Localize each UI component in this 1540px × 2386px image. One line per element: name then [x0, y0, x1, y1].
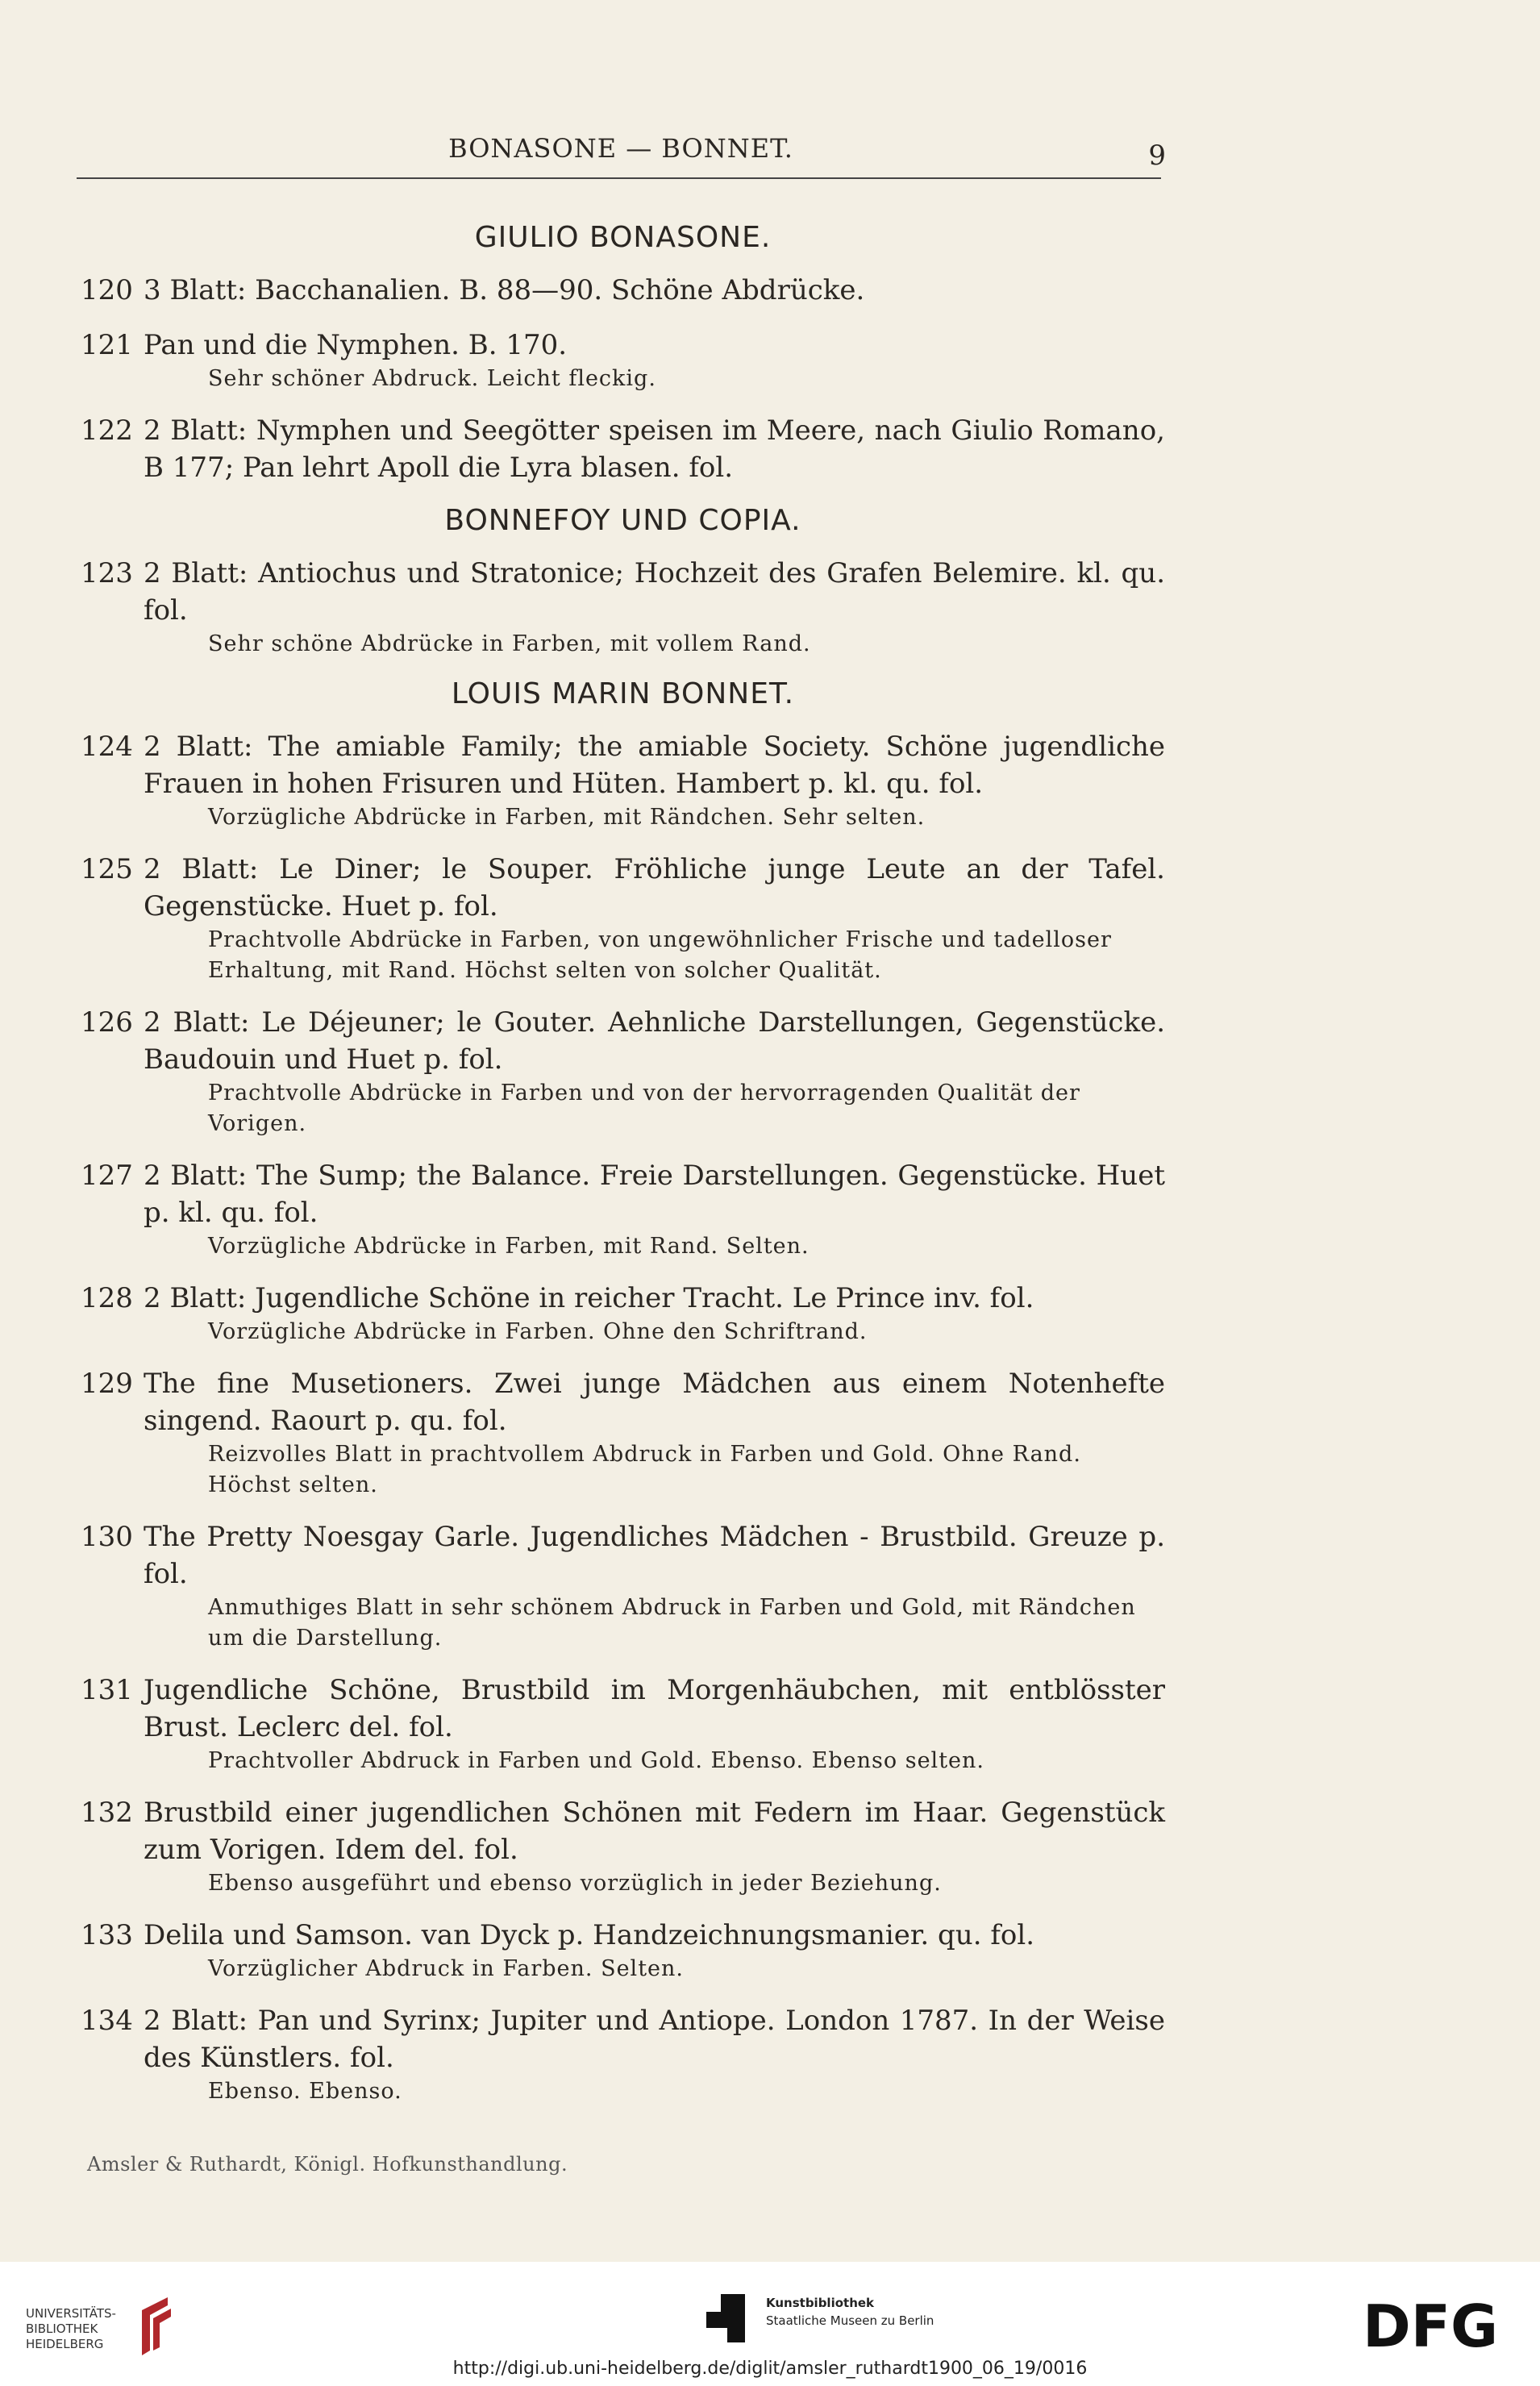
entry-text: 2 Blatt: The amiable Family; the amiable Society. Schöne jugendliche Frauen in hohen Frisuren und Hüten. Hambert p. kl. qu. fol.	[144, 731, 1165, 800]
catalog-entry	[81, 2002, 1165, 2107]
entry-text: The Pretty Noesgay Garle. Jugendliches Mädchen - Brustbild. Greuze p. fol.	[144, 1521, 1165, 1590]
catalog-entry	[81, 412, 1165, 486]
entry-note: Vorzügliche Abdrücke in Farben. Ohne den Schriftrand.	[208, 1319, 868, 1344]
kunstbibliothek-title: Kunstbibliothek	[766, 2296, 875, 2310]
entry-number: 126	[81, 1006, 133, 1039]
catalog-entry	[81, 272, 1165, 309]
entry-number: 120	[81, 274, 133, 306]
entry-text: 2 Blatt: Antiochus und Stratonice; Hochzeit des Grafen Belemire. kl. qu. fol.	[144, 557, 1165, 627]
catalog-content	[81, 210, 1165, 2125]
university-emblem-icon	[135, 2294, 184, 2359]
catalog-entry	[81, 1157, 1165, 1262]
catalog-entry	[81, 1365, 1165, 1501]
dfg-logo[interactable]	[1363, 2298, 1517, 2355]
entry-note: Vorzügliche Abdrücke in Farben, mit Rand. Selten.	[208, 1234, 810, 1259]
entry-note: Prachtvoller Abdruck in Farben und Gold. Ebenso. Ebenso selten.	[208, 1748, 984, 1773]
university-library-logo[interactable]	[26, 2306, 116, 2352]
publisher-footer: Amsler & Ruthardt, Königl. Hofkunsthandlung.	[87, 2153, 568, 2176]
entry-note: Ebenso ausgeführt und ebenso vorzüglich in jeder Beziehung.	[208, 1871, 942, 1896]
entry-text: 2 Blatt: Jugendliche Schöne in reicher Tracht. Le Prince inv. fol.	[144, 1282, 1034, 1314]
section-title: BONNEFOY UND COPIA.	[444, 504, 801, 537]
entry-text: Delila und Samson. van Dyck p. Handzeichnungsmanier. qu. fol.	[144, 1919, 1035, 1951]
catalog-entry	[81, 1280, 1165, 1347]
catalog-entry	[81, 1917, 1165, 1984]
entry-number: 130	[81, 1521, 133, 1553]
catalog-entry	[81, 1794, 1165, 1899]
header-title: BONASONE — BONNET.	[448, 133, 793, 164]
entry-text: 2 Blatt: Pan und Syrinx; Jupiter und Antiope. London 1787. In der Weise des Künstlers. fol.	[144, 2005, 1165, 2074]
catalog-entry	[81, 555, 1165, 660]
section-title: LOUIS MARIN BONNET.	[451, 677, 795, 710]
catalog-entry	[81, 1004, 1165, 1139]
catalog-entry	[81, 728, 1165, 833]
permalink-url[interactable]: http://digi.ub.uni-heidelberg.de/diglit/amsler_ruthardt1900_06_19/0016	[452, 2359, 1088, 2379]
entry-number: 127	[81, 1160, 133, 1192]
catalog-entry	[81, 1672, 1165, 1776]
entry-number: 122	[81, 414, 133, 447]
running-header	[81, 133, 1166, 173]
entry-note: Ebenso. Ebenso.	[208, 2079, 402, 2104]
entry-number: 125	[81, 853, 133, 885]
entry-text: 2 Blatt: Le Diner; le Souper. Fröhliche junge Leute an der Tafel. Gegenstücke. Huet p. fol.	[144, 853, 1165, 922]
university-line: HEIDELBERG	[26, 2337, 104, 2351]
header-rule	[77, 177, 1161, 179]
entry-text: Jugendliche Schöne, Brustbild im Morgenhäubchen, mit entblösster Brust. Leclerc del. fol.	[144, 1674, 1165, 1743]
entry-number: 134	[81, 2005, 133, 2037]
entry-note: Sehr schöner Abdruck. Leicht fleckig.	[208, 366, 656, 391]
kunstbibliothek-emblem-icon	[701, 2294, 755, 2342]
entry-number: 131	[81, 1674, 133, 1706]
entry-note: Vorzüglicher Abdruck in Farben. Selten.	[208, 1956, 684, 1981]
dfg-logo-text: DFG	[1363, 2298, 1499, 2355]
catalog-entry	[81, 851, 1165, 986]
entry-number: 123	[81, 557, 133, 589]
entry-note: Anmuthiges Blatt in sehr schönem Abdruck in Farben und Gold, mit Rändchen um die Darstellung.	[208, 1595, 1136, 1651]
entry-note: Vorzügliche Abdrücke in Farben, mit Rändchen. Sehr selten.	[208, 805, 926, 830]
entry-number: 121	[81, 329, 133, 361]
catalog-entry	[81, 1518, 1165, 1654]
entry-text: 3 Blatt: Bacchanalien. B. 88—90. Schöne Abdrücke.	[144, 274, 865, 306]
entry-text: 2 Blatt: Nymphen und Seegötter speisen im Meere, nach Giulio Romano, B 177; Pan lehrt Apoll die Lyra blasen. fol.	[144, 414, 1165, 484]
entry-text: Pan und die Nymphen. B. 170.	[144, 329, 568, 361]
entry-number: 132	[81, 1797, 133, 1829]
entry-number: 128	[81, 1282, 133, 1314]
kunstbibliothek-logo[interactable]	[766, 2294, 934, 2330]
university-line: BIBLIOTHEK	[26, 2321, 98, 2336]
page-number: 9	[1148, 139, 1166, 172]
entry-note: Sehr schöne Abdrücke in Farben, mit vollem Rand.	[208, 631, 811, 656]
entry-text: 2 Blatt: Le Déjeuner; le Gouter. Aehnliche Darstellungen, Gegenstücke. Baudouin und Huet p. fol.	[144, 1006, 1165, 1076]
entry-number: 124	[81, 731, 133, 763]
entry-note: Prachtvolle Abdrücke in Farben, von ungewöhnlicher Frische und tadelloser Erhaltung, mit Rand. Höchst selten von solcher Qualität.	[208, 927, 1112, 983]
kunstbibliothek-subtitle: Staatliche Museen zu Berlin	[766, 2313, 934, 2328]
entry-text: 2 Blatt: The Sump; the Balance. Freie Darstellungen. Gegenstücke. Huet p. kl. qu. fol.	[144, 1160, 1165, 1229]
entry-note: Reizvolles Blatt in prachtvollem Abdruck in Farben und Gold. Ohne Rand. Höchst selten.	[208, 1442, 1081, 1497]
entry-text: Brustbild einer jugendlichen Schönen mit Federn im Haar. Gegenstück zum Vorigen. Idem del. fol.	[144, 1797, 1165, 1866]
entry-number: 133	[81, 1919, 133, 1951]
entry-text: The fine Musetioners. Zwei junge Mädchen aus einem Notenhefte singend. Raourt p. qu. fol.	[144, 1368, 1165, 1437]
entry-number: 129	[81, 1368, 133, 1400]
entry-note: Prachtvolle Abdrücke in Farben und von der hervorragenden Qualität der Vorigen.	[208, 1081, 1080, 1136]
catalog-entry	[81, 327, 1165, 394]
university-line: UNIVERSITÄTS-	[26, 2306, 116, 2321]
section-title: GIULIO BONASONE.	[474, 221, 772, 254]
